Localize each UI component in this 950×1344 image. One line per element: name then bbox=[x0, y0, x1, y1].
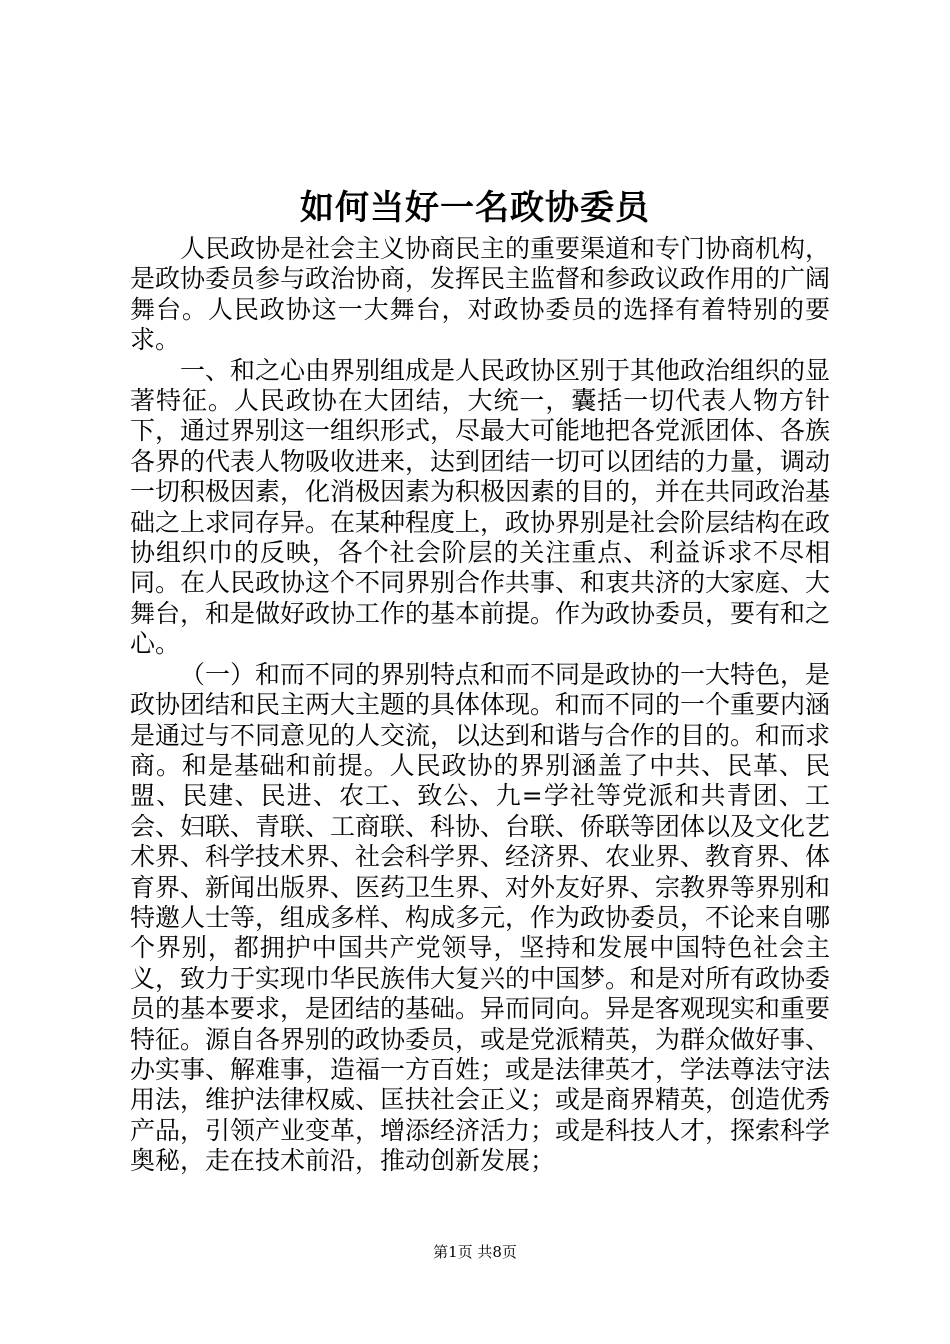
document-body bbox=[130, 234, 830, 1177]
page-number-footer: 第1页 共8页 bbox=[433, 1243, 517, 1261]
document-title: 如何当好一名政协委员 bbox=[300, 188, 650, 228]
paragraph-intro: 人民政协是社会主义协商民主的重要渠道和专门协商机构，是政协委员参与政治协商，发挥民主监督和参政议政作用的广阔舞台。人民政协这一大舞台，对政协委员的选择有着特别的要求。 bbox=[130, 234, 831, 355]
paragraph-subsection-one: （一）和而不同的界别特点和而不同是政协的一大特色，是政协团结和民主两大主题的具体体现。和而不同的一个重要内涵是通过与不同意见的人交流，以达到和谐与合作的目的。和而求商。和是基础和前提。人民政协的界别涵盖了中共、民革、民盟、民建、民进、农工、致公、九=学社等党派和共青团、工会、妇联、青联、工商联、科协、台联、侨联等团体以及文化艺术界、科学技术界、社会科学界、经济界、农业界、教育界、体育界、新闻出版界、医药卫生界、对外友好界、宗教界等界别和特邀人士等，组成多样、构成多元，作为政协委员，不论来自哪个界别，都拥护中国共产党领导，坚持和发展中国特色社会主义，致力于实现巾华民族伟大复兴的中国梦。和是对所有政协委员的基本要求，是团结的基础。异而同向。异是客观现实和重要特征。源自各界别的政协委员，或是党派精英，为群众做好事、办实事、解难事，造福一方百姓；或是法律英才，学法尊法守法用法，维护法律权威、匡扶社会正义；或是商界精英，创造优秀产品，引领产业变革，增添经济活力；或是科技人才，探索科学奥秘，走在技术前沿，推动创新发展； bbox=[130, 659, 831, 1176]
paragraph-section-one: 一、和之心由界别组成是人民政协区别于其他政治组织的显著特征。人民政协在大团结，大统一，囊括一切代表人物方针下，通过界别这一组织形式，尽最大可能地把各党派团体、各族各界的代表人物吸收进来，达到团结一切可以团结的力量，调动一切积极因素，化消极因素为积极因素的目的，并在共同政治基础之上求同存异。在某种程度上，政协界别是社会阶层结构在政协组织巾的反映，各个社会阶层的关注重点、利益诉求不尽相同。在人民政协这个不同界别合作共事、和衷共济的大家庭、大舞台，和是做好政协工作的基本前提。作为政协委员，要有和之心。 bbox=[130, 355, 831, 659]
